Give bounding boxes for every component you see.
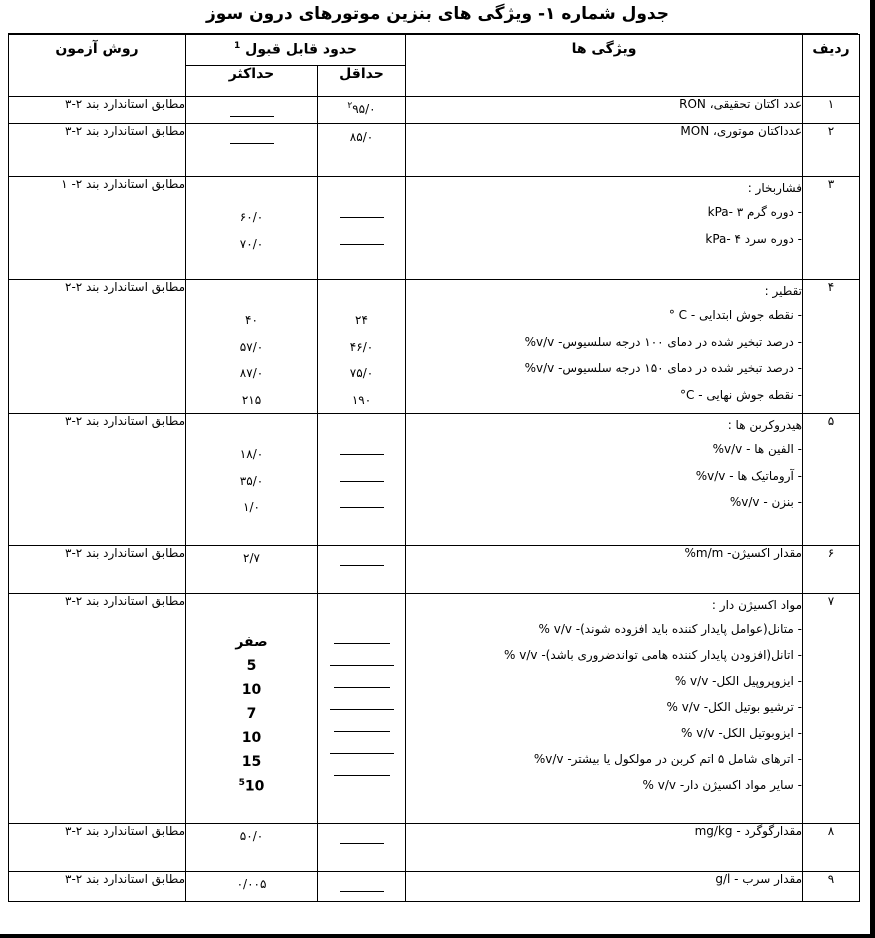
method-cell: مطابق استاندارد بند ۲-۲ [9,280,186,414]
property-line: - ترشیو بوتیل الکل- v/v % [666,700,802,714]
row-number: ۵ [803,414,860,546]
max-value: ۵۰/۰ [239,829,264,843]
dash-mark [340,507,384,508]
property-line: هیدروکربن ها : [727,418,802,432]
max-value: ۵۷/۰ [239,339,264,354]
dash-mark [330,709,394,710]
table-title: جدول شماره ۱- ویژگی های بنزین موتورهای درون سوز [206,4,669,24]
table-row [9,872,860,902]
method-cell: مطابق استاندارد بند ۲-۳ [9,824,186,872]
dash-mark [340,454,384,455]
max-value: ۷۰/۰ [239,236,264,251]
method-cell: مطابق استاندارد بند ۲- ۱ [9,177,186,280]
table-row [9,824,860,872]
max-value: 10 [244,778,265,795]
property-line: مقدار سرب - g/l [715,872,802,886]
max-value: ۸۷/۰ [239,366,264,380]
property-cell [406,824,803,872]
max-value: 10 [241,730,262,746]
property-line: - اتانل(افزودن پایدار کننده هامی تواندضروری باشد)- v/v % [504,648,802,662]
max-value: 7 [246,706,257,722]
method-cell: مطابق استاندارد بند ۲-۳ [9,594,186,824]
row-number: ۴ [803,280,860,414]
property-line: - الفین ها - v/v% [712,442,802,456]
table-row [9,414,860,546]
method-cell: مطابق استاندارد بند ۲-۳ [9,414,186,546]
dash-mark [334,643,390,644]
row-number: ۶ [803,546,860,594]
max-value: ۶۰/۰ [239,210,264,224]
dash-mark [340,244,384,245]
max-value: ۴۰ [245,313,258,327]
row-number: ۸ [803,824,860,872]
dash-mark [334,731,390,732]
property-line: - بنزن - v/v% [729,495,802,509]
property-line: - نقطه جوش ابتدایی - C ° [668,308,802,322]
max-value: ۱۸/۰ [239,447,264,461]
max-value: 10 [241,682,262,698]
property-line: مواد اکسیژن دار : [711,598,802,612]
table-row [9,594,860,824]
property-line: مقدارگوگرد - mg/kg [694,824,802,838]
row-number: ۷ [803,594,860,824]
property-cell [406,124,803,177]
max-cell [186,872,318,902]
max-cell [186,594,318,824]
property-line: - ایزوپروپیل الکل- v/v % [674,674,802,688]
dash-mark [330,753,394,754]
max-cell [186,414,318,546]
min-cell [318,824,406,872]
header-row-number: ردیف [803,35,860,97]
min-cell [318,177,406,280]
property-line: فشاربخار : [747,181,802,195]
dash-mark [330,665,394,666]
specification-table [8,34,860,902]
header-properties: ویژگی ها [406,35,803,97]
property-cell [406,872,803,902]
min-cell [318,546,406,594]
max-cell [186,177,318,280]
property-line: - دوره گرم ۳ -kPa [707,205,802,219]
property-line: - سایر مواد اکسیژن دار- v/v % [642,778,802,792]
row-number: ۱ [803,97,860,124]
max-cell [186,280,318,414]
min-cell [318,124,406,177]
dash-mark [334,687,390,688]
dash-mark [230,143,274,144]
property-line: - آروماتیک ها - v/v% [695,468,802,483]
max-value: ۰/۰۰۵ [236,877,267,891]
table-row [9,97,860,124]
header-limits [186,35,406,66]
min-note: ۲ [347,101,353,111]
property-line: - ایزوبوتیل الکل- v/v % [681,726,802,740]
min-cell [318,414,406,546]
min-cell [318,872,406,902]
header-test-method: روش آزمون [9,35,186,97]
min-value: ۲۴ [355,313,368,327]
table-row [9,280,860,414]
row-number: ۹ [803,872,860,902]
property-cell [406,280,803,414]
dash-mark [340,843,384,844]
property-line: - درصد تبخیر شده در دمای ۱۵۰ درجه سلسیوس- v/v% [524,361,802,375]
property-cell [406,546,803,594]
min-value: ۸۵/۰ [349,130,374,144]
method-cell: مطابق استاندارد بند ۲-۳ [9,97,186,124]
max-cell [186,824,318,872]
max-value: 15 [241,754,262,770]
property-line: - نقطه جوش نهایی - C° [680,387,802,402]
property-line: مقدار اکسیژن- m/m% [684,546,802,560]
header-limits-note: 1 [234,41,241,51]
max-value: صفر [235,634,268,650]
property-cell [406,594,803,824]
property-line: عدداکتان موتوری، MON [680,124,802,138]
method-cell: مطابق استاندارد بند ۲-۳ [9,124,186,177]
property-line: - متانل(عوامل پایدار کننده باید افزوده شوند)- v/v % [538,622,802,636]
table-row [9,546,860,594]
dash-mark [334,775,390,776]
page-border-bottom [0,934,875,938]
table-row [9,177,860,280]
max-value: ۲۱۵ [241,392,262,407]
dash-mark [230,116,274,117]
table-row [9,124,860,177]
property-line: تقطیر : [764,284,802,298]
property-cell [406,97,803,124]
property-line: - دوره سرد ۴ -kPa [705,231,802,246]
property-line: - اترهای شامل ۵ اتم کربن در مولکول یا بیشتر- v/v% [533,752,802,766]
header-min: حداقل [318,66,406,97]
dash-mark [340,217,384,218]
dash-mark [340,565,384,566]
row-number: ۲ [803,124,860,177]
dash-mark [340,891,384,892]
max-value: 5 [246,658,257,674]
min-value: ۱۹۰ [351,392,372,407]
max-value: ۲/۷ [243,551,260,565]
page-border-right [870,0,875,938]
method-cell: مطابق استاندارد بند ۲-۳ [9,872,186,902]
max-cell [186,124,318,177]
max-cell [186,97,318,124]
min-cell [318,594,406,824]
property-cell [406,414,803,546]
min-cell [318,97,406,124]
header-max: حداکثر [186,66,318,97]
max-value: ۱/۰ [243,500,260,514]
min-value: ۴۶/۰ [349,339,374,354]
method-cell: مطابق استاندارد بند ۲-۳ [9,546,186,594]
min-value: ۷۵/۰ [349,366,374,380]
min-value: ۹۵/۰ [352,102,376,116]
min-cell [318,280,406,414]
max-note: 5 [238,778,245,788]
row-number: ۳ [803,177,860,280]
property-cell [406,177,803,280]
max-value: ۳۵/۰ [239,473,264,488]
dash-mark [340,481,384,482]
header-limits-label: حدود قابل قبول [245,41,357,58]
max-cell [186,546,318,594]
property-line: عدد اکتان تحقیقی، RON [679,97,802,111]
property-line: - درصد تبخیر شده در دمای ۱۰۰ درجه سلسیوس- v/v% [524,334,802,349]
